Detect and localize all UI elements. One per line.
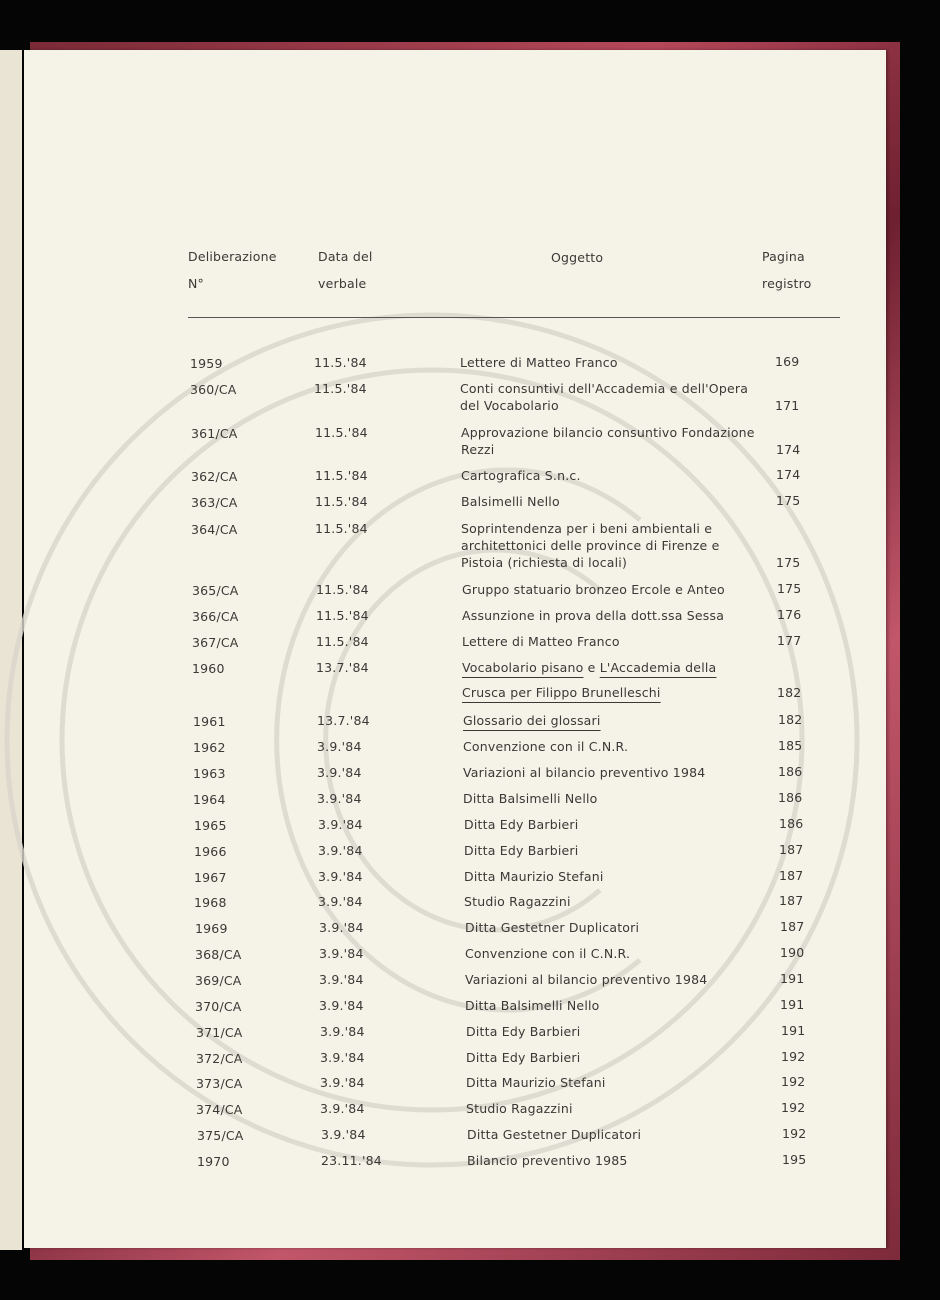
verbale-date: 13.7.'84 (316, 660, 369, 675)
oggetto-text: Cartografica S.n.c. (461, 468, 581, 483)
verbale-date: 11.5.'84 (315, 468, 368, 483)
verbale-date: 11.5.'84 (314, 355, 367, 370)
oggetto-line (463, 765, 705, 780)
oggetto-text: Approvazione bilancio consuntivo Fondazione (461, 425, 755, 440)
verbale-date: 11.5.'84 (316, 582, 369, 597)
deliberation-number: 364/CA (191, 522, 238, 537)
registro-page: 176 (777, 607, 802, 622)
oggetto-line (461, 442, 494, 457)
oggetto-text: Ditta Gestetner Duplicatori (465, 920, 640, 935)
oggetto-line (464, 894, 571, 909)
oggetto-text: Ditta Edy Barbieri (464, 843, 579, 858)
verbale-date: 3.9.'84 (317, 739, 362, 754)
deliberation-number: 361/CA (191, 426, 238, 441)
registro-page: 174 (776, 442, 801, 457)
registro-page: 192 (782, 1126, 807, 1141)
verbale-date: 3.9.'84 (320, 1075, 365, 1090)
deliberation-number: 1968 (194, 895, 227, 910)
registro-page: 192 (781, 1049, 806, 1064)
registro-page: 187 (780, 919, 805, 934)
registro-page: 191 (780, 997, 805, 1012)
verbale-date: 3.9.'84 (320, 1101, 365, 1116)
registro-page: 187 (779, 842, 804, 857)
oggetto-text: Ditta Edy Barbieri (466, 1050, 581, 1065)
deliberation-number: 1964 (193, 792, 226, 807)
oggetto-line (461, 468, 581, 483)
oggetto-line (462, 582, 725, 597)
oggetto-line (460, 398, 559, 413)
oggetto-line (462, 634, 620, 649)
registro-page: 191 (780, 971, 805, 986)
registro-page: 186 (778, 764, 803, 779)
registro-page: 195 (782, 1152, 807, 1167)
oggetto-line (466, 1024, 580, 1039)
deliberation-number: 1966 (194, 844, 227, 859)
verbale-date: 11.5.'84 (315, 521, 368, 536)
registro-page: 192 (781, 1074, 806, 1089)
registro-page: 171 (775, 398, 800, 413)
verbale-date: 3.9.'84 (318, 817, 363, 832)
oggetto-line (463, 713, 601, 728)
deliberation-number: 1967 (194, 870, 227, 885)
oggetto-text: Ditta Balsimelli Nello (463, 791, 598, 806)
header-verbale: verbale (318, 276, 367, 291)
deliberation-number: 371/CA (196, 1025, 243, 1040)
deliberation-number: 370/CA (195, 999, 242, 1014)
verbale-date: 3.9.'84 (317, 765, 362, 780)
verbale-date: 3.9.'84 (319, 920, 364, 935)
oggetto-line (461, 425, 755, 440)
verbale-date: 11.5.'84 (316, 608, 369, 623)
registro-page: 182 (778, 712, 803, 727)
verbale-date: 3.9.'84 (317, 791, 362, 806)
header-deliberazione: Deliberazione (188, 249, 277, 264)
registro-page: 177 (777, 633, 802, 648)
oggetto-text: del Vocabolario (460, 398, 559, 413)
registro-page: 182 (777, 685, 802, 700)
header-numero: N° (188, 276, 205, 291)
registro-page: 191 (781, 1023, 806, 1038)
oggetto-text: Assunzione in prova della dott.ssa Sessa (462, 608, 725, 623)
oggetto-text: e (583, 660, 600, 675)
registro-page: 175 (776, 555, 801, 570)
verbale-date: 11.5.'84 (315, 425, 368, 440)
underlined-title: L'Accademia della (599, 660, 717, 675)
oggetto-line (462, 660, 716, 675)
deliberation-number: 373/CA (196, 1076, 243, 1091)
oggetto-line (465, 920, 639, 935)
oggetto-text: Bilancio preventivo 1985 (467, 1153, 628, 1168)
oggetto-line (461, 494, 560, 509)
verbale-date: 11.5.'84 (314, 381, 367, 396)
deliberation-number: 1961 (193, 714, 226, 729)
registro-page: 174 (776, 467, 801, 482)
deliberation-number: 362/CA (191, 469, 238, 484)
oggetto-text: Soprintendenza per i beni ambientali e (461, 521, 713, 536)
oggetto-line (462, 685, 661, 700)
verbale-date: 3.9.'84 (320, 1024, 365, 1039)
oggetto-text: Ditta Maurizio Stefani (464, 869, 604, 884)
verbale-date: 3.9.'84 (321, 1127, 366, 1142)
oggetto-line (466, 1050, 580, 1065)
underlined-title: Glossario dei glossari (463, 713, 601, 728)
verbale-date: 3.9.'84 (318, 869, 363, 884)
header-divider (188, 317, 840, 318)
oggetto-text: Balsimelli Nello (461, 494, 560, 509)
verbale-date: 11.5.'84 (316, 634, 369, 649)
registro-page: 185 (778, 738, 803, 753)
oggetto-line (467, 1153, 628, 1168)
deliberation-number: 375/CA (197, 1128, 244, 1143)
oggetto-line (466, 1101, 573, 1116)
deliberation-number: 1969 (195, 921, 228, 936)
deliberation-number: 365/CA (192, 583, 239, 598)
oggetto-line (467, 1127, 641, 1142)
oggetto-text: Ditta Edy Barbieri (464, 817, 579, 832)
oggetto-text: Variazioni al bilancio preventivo 1984 (465, 972, 708, 987)
registro-page: 169 (775, 354, 800, 369)
oggetto-text: Ditta Balsimelli Nello (465, 998, 600, 1013)
deliberation-number: 367/CA (192, 635, 239, 650)
verbale-date: 3.9.'84 (318, 894, 363, 909)
oggetto-line (460, 355, 618, 370)
oggetto-line (463, 739, 628, 754)
registro-page: 190 (780, 945, 805, 960)
deliberation-number: 1960 (192, 661, 225, 676)
oggetto-line (462, 608, 724, 623)
oggetto-text: Convenzione con il C.N.R. (465, 946, 631, 961)
header-registro: registro (762, 276, 812, 291)
oggetto-line (465, 946, 630, 961)
registro-page: 186 (779, 816, 804, 831)
registro-page: 186 (778, 790, 803, 805)
registro-page: 187 (779, 868, 804, 883)
deliberation-number: 1963 (193, 766, 226, 781)
oggetto-text: architettonici delle province di Firenze e (461, 538, 720, 553)
oggetto-text: Ditta Maurizio Stefani (466, 1075, 606, 1090)
oggetto-text: Studio Ragazzini (466, 1101, 573, 1116)
oggetto-line (464, 843, 578, 858)
oggetto-text: Conti consuntivi dell'Accademia e dell'Opera (460, 381, 749, 396)
oggetto-line (460, 381, 748, 396)
oggetto-text: Ditta Gestetner Duplicatori (467, 1127, 642, 1142)
deliberation-number: 1962 (193, 740, 226, 755)
deliberation-number: 360/CA (190, 382, 237, 397)
header-pagina: Pagina (762, 249, 805, 264)
oggetto-line (464, 817, 578, 832)
deliberation-number: 1959 (190, 356, 223, 371)
oggetto-text: Lettere di Matteo Franco (462, 634, 620, 649)
verbale-date: 3.9.'84 (318, 843, 363, 858)
deliberation-number: 374/CA (196, 1102, 243, 1117)
verbale-date: 23.11.'84 (321, 1153, 382, 1168)
verbale-date: 3.9.'84 (319, 946, 364, 961)
registro-page: 187 (779, 893, 804, 908)
oggetto-line (466, 1075, 606, 1090)
oggetto-line (463, 791, 598, 806)
oggetto-line (465, 972, 707, 987)
oggetto-text: Convenzione con il C.N.R. (463, 739, 629, 754)
header-oggetto: Oggetto (551, 250, 604, 265)
verbale-date: 11.5.'84 (315, 494, 368, 509)
oggetto-line (461, 521, 712, 536)
deliberation-number: 368/CA (195, 947, 242, 962)
verbale-date: 3.9.'84 (319, 998, 364, 1013)
deliberation-number: 372/CA (196, 1051, 243, 1066)
deliberation-number: 369/CA (195, 973, 242, 988)
oggetto-text: Variazioni al bilancio preventivo 1984 (463, 765, 706, 780)
verbale-date: 3.9.'84 (320, 1050, 365, 1065)
verbale-date: 3.9.'84 (319, 972, 364, 987)
oggetto-text: Gruppo statuario bronzeo Ercole e Anteo (462, 582, 725, 597)
oggetto-text: Rezzi (461, 442, 495, 457)
deliberation-number: 363/CA (191, 495, 238, 510)
deliberation-number: 1970 (197, 1154, 230, 1169)
oggetto-text: Pistoia (richiesta di locali) (461, 555, 628, 570)
verbale-date: 13.7.'84 (317, 713, 370, 728)
registro-page: 175 (776, 493, 801, 508)
deliberation-number: 366/CA (192, 609, 239, 624)
oggetto-line (461, 555, 627, 570)
registro-page: 175 (777, 581, 802, 596)
oggetto-text: Studio Ragazzini (464, 894, 571, 909)
header-data: Data del (318, 249, 373, 264)
registro-page: 192 (781, 1100, 806, 1115)
oggetto-line (461, 538, 720, 553)
deliberation-number: 1965 (194, 818, 227, 833)
underlined-title: Vocabolario pisano (462, 660, 584, 675)
oggetto-text: Ditta Edy Barbieri (466, 1024, 581, 1039)
oggetto-line (465, 998, 600, 1013)
oggetto-line (464, 869, 604, 884)
oggetto-text: Lettere di Matteo Franco (460, 355, 618, 370)
underlined-title: Crusca per Filippo Brunelleschi (462, 685, 661, 700)
